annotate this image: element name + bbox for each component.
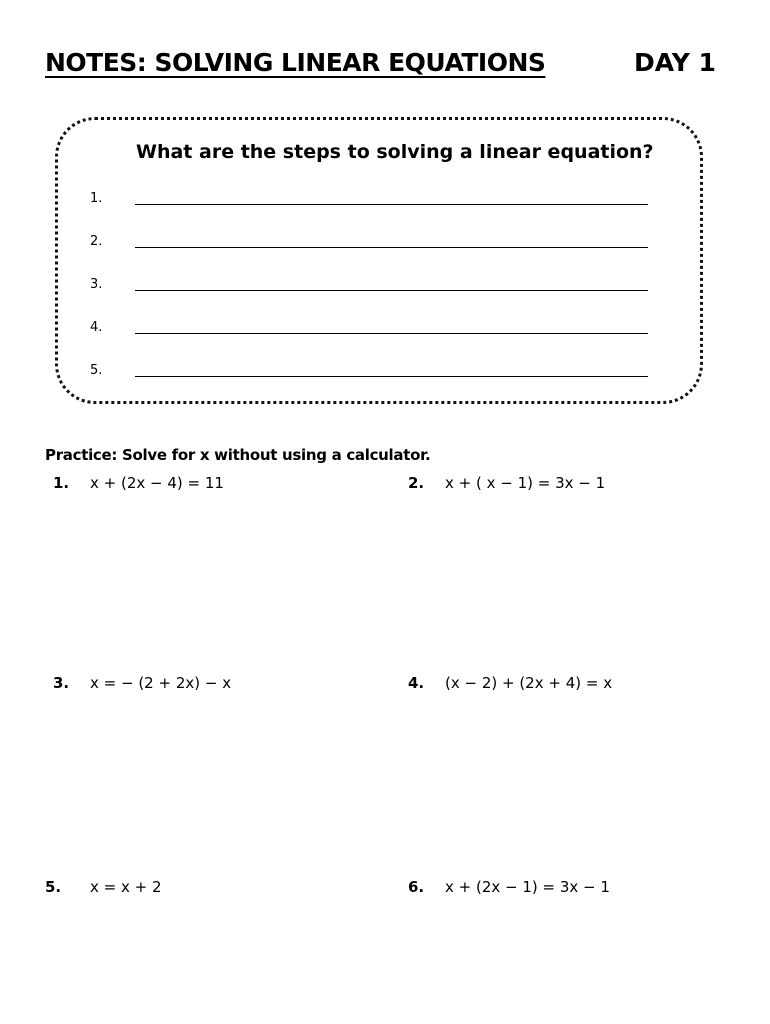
page-title: NOTES: SOLVING LINEAR EQUATIONS xyxy=(45,48,546,77)
problem-equation: x = x + 2 xyxy=(90,878,162,896)
problem-number: 3. xyxy=(53,674,70,692)
problem-number: 6. xyxy=(408,878,425,896)
problem-number: 1. xyxy=(53,474,70,492)
problem-equation: x = − (2 + 2x) − x xyxy=(90,674,232,692)
practice-heading: Practice: Solve for x without using a calculator. xyxy=(45,446,431,464)
day-label: DAY 1 xyxy=(634,48,716,77)
step-number: 4. xyxy=(90,320,103,335)
problem-number: 2. xyxy=(408,474,425,492)
problem-equation: x + (2x − 4) = 11 xyxy=(90,474,224,492)
step-row-4 xyxy=(90,320,650,340)
step-number: 3. xyxy=(90,277,103,292)
step-number: 5. xyxy=(90,363,103,378)
problem-equation: (x − 2) + (2x + 4) = x xyxy=(445,674,613,692)
step-row-2 xyxy=(90,234,650,254)
step-answer-line xyxy=(135,333,648,334)
problem-number: 4. xyxy=(408,674,425,692)
problem-number: 5. xyxy=(45,878,62,896)
step-row-3 xyxy=(90,277,650,297)
problem-equation: x + ( x − 1) = 3x − 1 xyxy=(445,474,606,492)
steps-question: What are the steps to solving a linear equation? xyxy=(136,141,654,163)
step-number: 1. xyxy=(90,191,103,206)
problem-equation: x + (2x − 1) = 3x − 1 xyxy=(445,878,610,896)
step-number: 2. xyxy=(90,234,103,249)
step-answer-line xyxy=(135,290,648,291)
step-answer-line xyxy=(135,376,648,377)
step-answer-line xyxy=(135,247,648,248)
step-row-1 xyxy=(90,191,650,211)
step-row-5 xyxy=(90,363,650,383)
step-answer-line xyxy=(135,204,648,205)
